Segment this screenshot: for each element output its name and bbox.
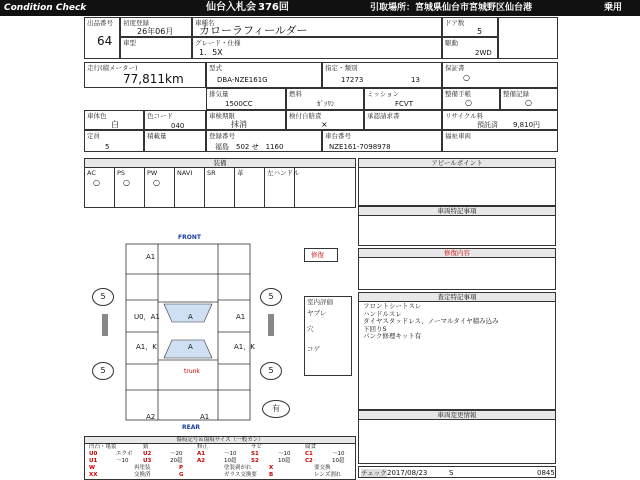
legend-code: P xyxy=(179,465,184,471)
legend-desc: 交換済 xyxy=(134,472,151,478)
inspector-note-line: 下回りS xyxy=(363,324,387,333)
legend-desc: ～20 xyxy=(170,451,183,457)
special-box xyxy=(358,206,556,246)
designation-value2: 13 xyxy=(411,76,420,84)
model-cell: 型式 DBA-NZE161G xyxy=(206,62,322,88)
model-value: DBA-NZE161G xyxy=(217,76,268,84)
color-code-value: 040 xyxy=(171,122,185,130)
equipment-item-value: ○ xyxy=(123,178,130,187)
check-date: 2017/08/23 xyxy=(387,469,428,477)
recycle-amount: 9,810円 xyxy=(513,121,541,129)
legend-code: XX xyxy=(89,472,98,478)
legend-code: A2 xyxy=(197,458,206,464)
car-name-cell: 車種名 カローラフィールダー xyxy=(192,17,442,37)
equipment-items xyxy=(85,168,355,207)
inspection-value: 抹消 xyxy=(231,120,247,129)
fuel-cell: 燃料 ｶﾞｿﾘﾝ xyxy=(286,88,364,110)
legend-code: C2 xyxy=(305,458,313,464)
inspector-box xyxy=(358,292,556,410)
legend-header-cell: 凹凸・亀裂 xyxy=(89,444,117,450)
manual-cell: 整備手帳 ○ xyxy=(442,88,500,110)
appeal-box xyxy=(358,158,556,206)
color-value: 白 xyxy=(111,120,119,129)
inspection-cell: 車検期限 抹消 xyxy=(206,110,286,130)
tire-rf-shape xyxy=(268,314,274,336)
equipment-item-label: 革 xyxy=(237,169,244,177)
equipment-item-label: NAVI xyxy=(177,169,193,177)
designation-cell: 指定・類別 17273 13 xyxy=(322,62,442,88)
legend-header-cell: 錆 xyxy=(143,444,149,450)
check-code: 0845 xyxy=(537,469,555,477)
car-diagram xyxy=(88,240,298,426)
appeal-title: アピールポイント xyxy=(359,159,555,168)
pickup-location: 引取場所：宮城県仙台市宮城野区仙台港 xyxy=(370,3,533,13)
tire-lf-shape xyxy=(102,314,108,336)
mark-rear-bumper-left: A2 xyxy=(146,413,156,421)
equipment-item xyxy=(175,168,205,207)
equipment-item xyxy=(235,168,265,207)
legend-desc: 再塗装 xyxy=(134,465,151,471)
legend-desc: 10超 xyxy=(332,458,345,464)
inspector-title: 査定特記事項 xyxy=(359,293,555,302)
check-grade: S xyxy=(449,469,454,477)
tire-rr: 5 xyxy=(260,362,282,380)
inspector-note-line: ハンドルスレ xyxy=(363,309,402,318)
manual-value: ○ xyxy=(465,98,472,107)
legend-desc: 20超 xyxy=(170,458,183,464)
color-code-cell: 色コード 040 xyxy=(144,110,206,130)
history-box xyxy=(358,410,556,464)
mission-cell: ミッション FCVT xyxy=(364,88,442,110)
header-bar xyxy=(0,0,640,16)
first-reg-value: 26年06月 xyxy=(137,27,174,36)
legend-code: W xyxy=(89,465,96,471)
first-reg-cell: 初度登録 26年06月 xyxy=(120,17,192,37)
equipment-item xyxy=(115,168,145,207)
legend-code: C1 xyxy=(305,451,313,457)
front-label: FRONT xyxy=(178,234,201,241)
inspector-notes xyxy=(363,303,553,341)
legend-desc: 要交換 xyxy=(314,465,331,471)
mark-hood: A xyxy=(188,313,193,321)
legend-body xyxy=(85,444,355,480)
capacity-cell: 定員 5 xyxy=(84,130,144,152)
inspector-note-line: フロントシートスレ xyxy=(363,302,422,310)
mark-roof: A xyxy=(188,343,193,351)
inspector-note-line: タイヤスタッドレス、ノーマルタイヤ積み込み xyxy=(363,317,499,325)
travel-cert-cell: 検付自賠責 × xyxy=(286,110,364,130)
grade-cell: グレード・仕様 1．5X xyxy=(192,37,442,59)
legend-box xyxy=(84,436,356,480)
tire-lf: 5 xyxy=(92,288,114,306)
lot-number: 64 xyxy=(97,34,113,48)
rear-label: REAR xyxy=(182,424,200,431)
auction-name: 仙台入札会 xyxy=(206,2,256,13)
lot-cell: 出品番号 64 xyxy=(84,17,120,59)
warranty-cell: 保証書 ○ xyxy=(442,62,558,88)
mark-right-rear: A1，K xyxy=(234,343,255,351)
body-type-cell: 車型 xyxy=(120,37,192,59)
equipment-title: 装備 xyxy=(85,159,355,168)
legend-code: A1 xyxy=(197,451,206,457)
legend-header-cell: 腐食 xyxy=(305,444,317,450)
doors-value: 5 xyxy=(477,27,483,36)
capacity-value: 5 xyxy=(105,143,110,151)
plate-value: 福島 502 せ 1160 xyxy=(215,143,284,151)
equipment-item-label: AC xyxy=(87,169,96,177)
equipment-item-label: PW xyxy=(147,169,158,177)
displacement-cell: 排気量 1500CC xyxy=(206,88,286,110)
legend-desc: ガラス交換要 xyxy=(224,472,257,478)
grade-value: 1．5X xyxy=(199,48,223,57)
legend-code: G xyxy=(179,472,184,478)
equipment-item-label: SR xyxy=(207,169,216,177)
chassis-cell: 車台番号 NZE161-7098978 xyxy=(322,130,442,152)
fuel-value: ｶﾞｿﾘﾝ xyxy=(317,100,335,108)
mark-left-front: U0，A1 xyxy=(134,313,160,321)
warranty-value: ○ xyxy=(463,73,470,82)
legend-code: X xyxy=(269,465,274,471)
legend-code: U0 xyxy=(89,451,98,457)
legend-code: S2 xyxy=(251,458,259,464)
legend-desc: エクボ xyxy=(116,451,133,457)
interior-item-1: ヤブレ xyxy=(307,309,327,317)
legend-desc: ～10 xyxy=(116,458,129,464)
drive-value: 2WD xyxy=(475,49,492,57)
equipment-item xyxy=(265,168,300,207)
recycle-cell: リサイクル料 預託済 9,810円 xyxy=(442,110,558,130)
legend-code: U1 xyxy=(89,458,98,464)
legend-desc: 10超 xyxy=(278,458,291,464)
repair-box xyxy=(358,248,556,290)
legend-desc: 10超 xyxy=(224,458,237,464)
special-title: 車両特記事項 xyxy=(359,207,555,216)
mark-right-front: A1 xyxy=(236,313,246,321)
legend-code: U2 xyxy=(143,451,152,457)
doors-cell: ドア数 5 xyxy=(442,17,498,37)
mark-rear-bumper-right: A1 xyxy=(200,413,210,421)
interior-item-2: 穴 xyxy=(307,325,314,333)
consign-cell: 承認請求書 xyxy=(364,110,442,130)
equipment-item xyxy=(205,168,235,207)
legend-header-cell: 修正 xyxy=(197,444,209,450)
use-type: 乗用 xyxy=(604,3,623,13)
check-footer xyxy=(358,466,556,478)
equipment-item xyxy=(85,168,115,207)
mileage-cell: 走行(積メーター) 77,811km xyxy=(84,62,206,88)
welfare-cell: 福祉車両 xyxy=(442,130,558,152)
fitting-cell: 修復 xyxy=(304,248,338,262)
displacement-value: 1500CC xyxy=(225,100,253,108)
spare-tire: 有 xyxy=(262,400,290,418)
travel-cert-value: × xyxy=(321,120,328,129)
equipment-box xyxy=(84,158,356,208)
record-value: ○ xyxy=(525,98,532,107)
plate-cell: 登録番号 福島 502 せ 1160 xyxy=(206,130,322,152)
legend-code: B xyxy=(269,472,274,478)
interior-item-3: コゲ xyxy=(307,345,320,353)
auction-session: 376回 xyxy=(258,2,289,13)
designation-value: 17273 xyxy=(341,76,364,84)
interior-box: 室内評価 ヤブレ 穴 コゲ xyxy=(304,296,352,376)
legend-code: S1 xyxy=(251,451,259,457)
equipment-item-label: 左ハンドル xyxy=(267,169,300,177)
tire-rf: 5 xyxy=(260,288,282,306)
history-title: 車両変更情報 xyxy=(359,411,555,420)
record-cell: 整備記録 ○ xyxy=(500,88,558,110)
check-label: チェック xyxy=(361,469,387,477)
drive-cell: 駆動 2WD xyxy=(442,37,498,59)
sheet-title: Condition Check xyxy=(4,3,87,13)
recycle-status: 預託済 xyxy=(477,121,498,129)
mileage-value: 77,811km xyxy=(123,72,184,86)
equipment-item-value: ○ xyxy=(153,178,160,187)
legend-title: 傷痕記号＆傷痕サイズ（一般カン） xyxy=(85,437,355,444)
equipment-item-value: ○ xyxy=(93,178,100,187)
legend-header-cell: サビ xyxy=(251,444,263,450)
mark-front-bumper: A1 xyxy=(146,253,156,261)
car-name: カローラフィールダー xyxy=(199,24,308,37)
legend-code: U3 xyxy=(143,458,152,464)
legend-desc: ～10 xyxy=(278,451,291,457)
blank-cell xyxy=(498,17,558,59)
repair-title: 修復内容 xyxy=(359,249,555,258)
legend-desc: ～10 xyxy=(332,451,345,457)
legend-desc: レンズ割れ xyxy=(314,472,342,478)
mission-value: FCVT xyxy=(395,100,413,108)
mark-left-rear: A1，K xyxy=(136,343,157,351)
tire-lr: 5 xyxy=(92,362,114,380)
trunk-label: trunk xyxy=(184,368,200,375)
color-cell: 車体色 白 xyxy=(84,110,144,130)
legend-desc: 塗装剥がれ xyxy=(224,465,252,471)
inspector-note-line: パンク修理キット有 xyxy=(363,332,422,340)
chassis-value: NZE161-7098978 xyxy=(329,143,391,151)
equipment-item-label: PS xyxy=(117,169,126,177)
equipment-item xyxy=(145,168,175,207)
legend-desc: ～10 xyxy=(224,451,237,457)
load-cell: 積載量 xyxy=(144,130,206,152)
